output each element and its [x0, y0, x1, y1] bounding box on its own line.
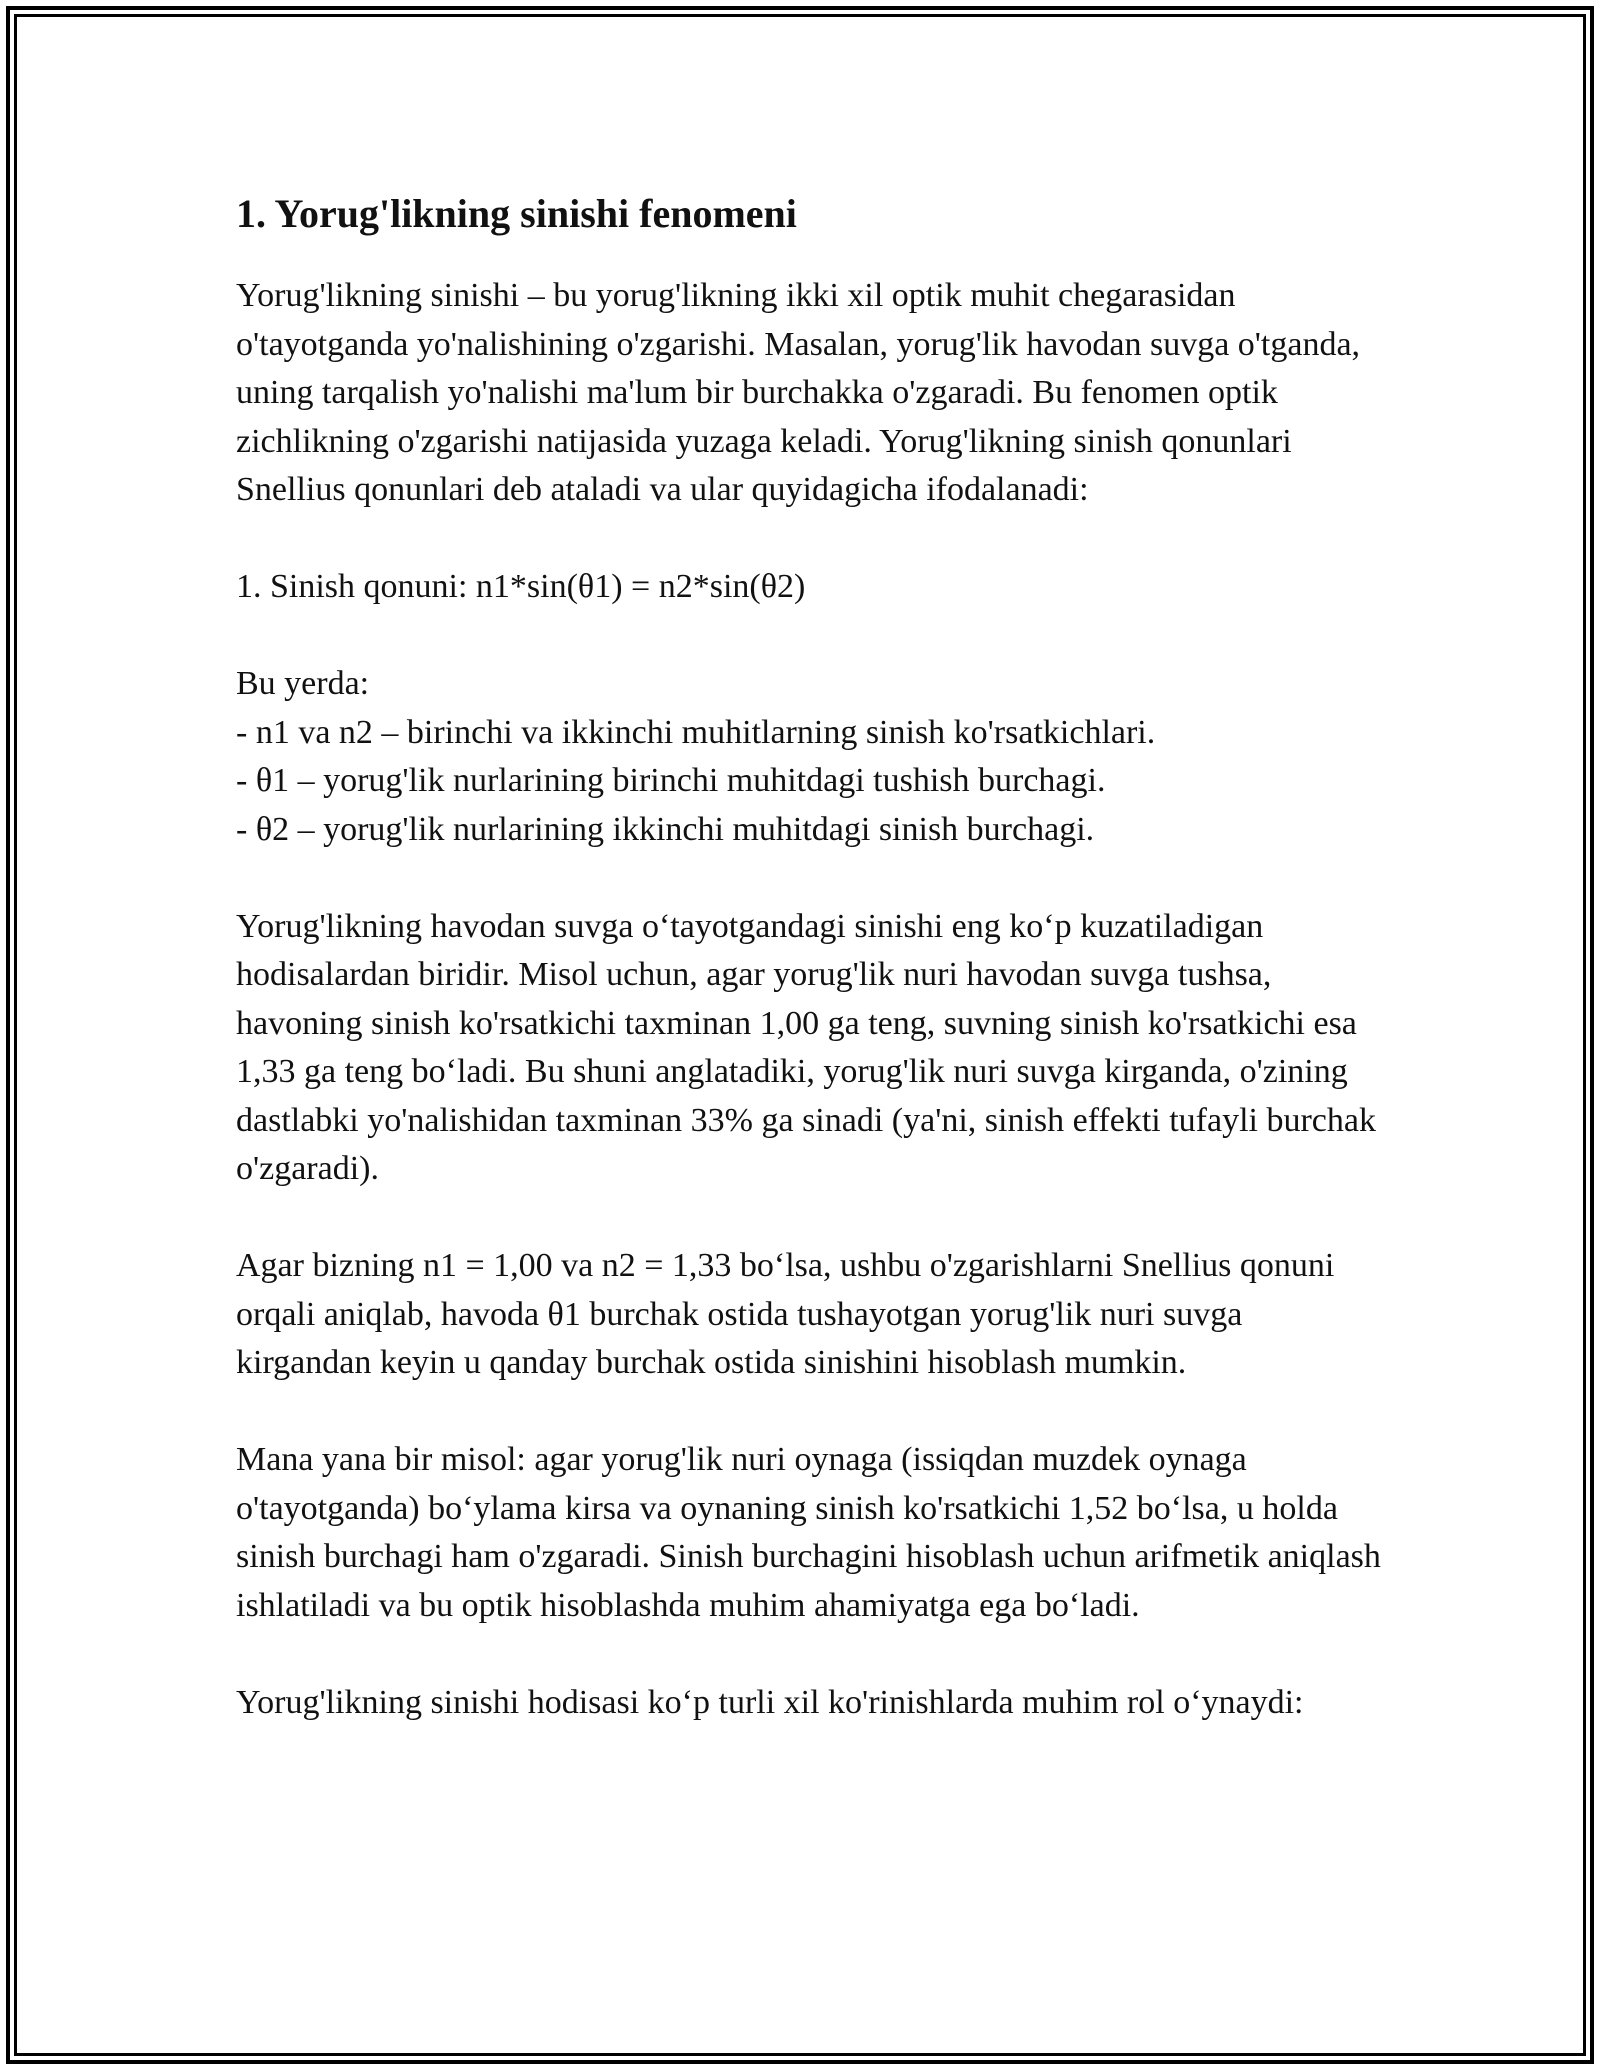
paragraph-gap	[236, 854, 1386, 903]
paragraph-gap	[236, 1194, 1386, 1243]
paragraph-definitions: Bu yerda: - n1 va n2 – birinchi va ikkinchi muhitlarning sinish ko'rsatkichlari. - θ1 – yorug'lik nurlarining birinchi muhitdagi tushish burchagi. - θ2 – yorug'lik nurlarining ikkinchi muhitdagi sinish burchagi.	[236, 665, 1156, 848]
section-title: 1. Yorug'likning sinishi fenomeni	[236, 191, 797, 236]
paragraph-gap	[236, 1388, 1386, 1437]
paragraph-gap	[236, 612, 1386, 661]
paragraph-intro: Yorug'likning sinishi – bu yorug'likning ikki xil optik muhit chegarasidan o'tayotganda yo'nalishining o'zgarishi. Masalan, yorug'lik havodan suvga o'tganda, uning tarqalish yo'nalishi ma'lum bir burchakka o'zgaradi. Bu fenomen optik zichlikning o'zgarishi natijasida yuzaga keladi. Yorug'likning sinish qonunlari Snellius qonunlari deb ataladi va ular quyidagicha ifodalanadi:	[236, 277, 1369, 508]
document-body	[236, 186, 1390, 1727]
paragraph-law: 1. Sinish qonuni: n1*sin(θ1) = n2*sin(θ2)	[236, 568, 806, 605]
paragraph-closing: Yorug'likning sinishi hodisasi ko‘p turli xil ko'rinishlarda muhim rol o‘ynaydi:	[236, 1683, 1304, 1721]
paragraph-glass-example: Mana yana bir misol: agar yorug'lik nuri oynaga (issiqdan muzdek oynaga o'tayotganda) bo‘ylama kirsa va oynaning sinish ko'rsatkichi 1,52 bo‘lsa, u holda sinish burchagi ham o'zgaradi. Sinish burchagini hisoblash uchun arifmetik aniqlash ishlatiladi va bu optik hisoblashda muhim ahamiyatga ega bo‘ladi.	[236, 1441, 1390, 1624]
paragraph-gap	[236, 1630, 1386, 1679]
paragraph-gap	[236, 515, 1386, 564]
paragraph-water-example: Yorug'likning havodan suvga o‘tayotgandagi sinishi eng ko‘p kuzatiladigan hodisalardan biridir. Misol uchun, agar yorug'lik nuri havodan suvga tushsa, havoning sinish ko'rsatkichi taxminan 1,00 ga teng, suvning sinish ko'rsatkichi esa 1,33 ga teng bo‘ladi. Bu shuni anglatadiki, yorug'lik nuri suvga kirganda, o'zining dastlabki yo'nalishidan taxminan 33% ga sinadi (ya'ni, sinish effekti tufayli burchak o'zgaradi).	[236, 907, 1385, 1187]
paragraph-snell-calculation: Agar bizning n1 = 1,00 va n2 = 1,33 bo‘lsa, ushbu o'zgarishlarni Snellius qonuni orqali aniqlab, havoda θ1 burchak ostida tushayotgan yorug'lik nuri suvga kirgandan keyin u qanday burchak ostida sinishini hisoblash mumkin.	[236, 1247, 1343, 1381]
